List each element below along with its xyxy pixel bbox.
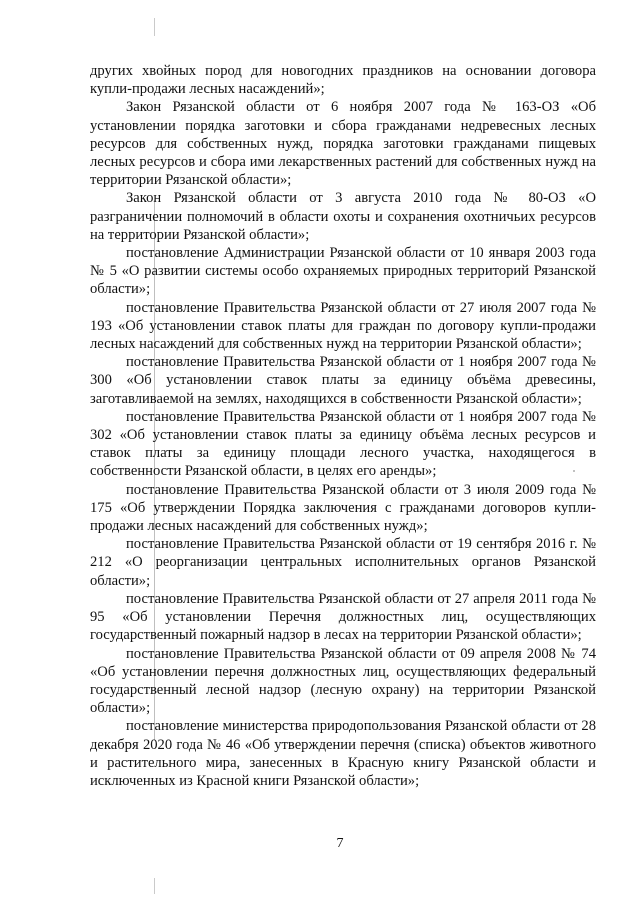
document-body [90,62,596,790]
paragraph: постановление Правительства Рязанской области от 1 ноября 2007 года № 300 «Об установлении ставок платы за единицу объёма древесины, заготавливаемой на землях, находящихся в собственности Рязанской области»; [90,354,596,407]
paragraph: постановление Правительства Рязанской области от 27 июля 2007 года № 193 «Об установлении ставок платы для граждан по договору купли-продажи лесных насаждений для собственных нужд на территории Рязанской области»; [90,299,596,353]
scan-artifact-top [154,18,155,36]
page-number: 7 [336,836,344,851]
paragraph: Закон Рязанской области от 6 ноября 2007 года № 163-ОЗ «Об установлении порядка заготовки и сбора гражданами недревесных лесных ресурсов для собственных нужд, порядка заготовки гражданами пищевых лесных ресурсов и сбора ими лекарственных растений для собственных нужд на территории Рязанской области»; [90,99,596,189]
paragraph: других хвойных пород для новогодних праздников на основании договора купли-продажи лесных насаждений»; [90,63,596,98]
paragraph: Закон Рязанской области от 3 августа 2010 года № 80-ОЗ «О разграничении полномочий в области охоты и сохранения охотничьих ресурсов на территории Рязанской области»; [90,190,596,243]
scan-artifact-bottom [154,878,155,894]
paragraph: постановление министерства природопользования Рязанской области от 28 декабря 2020 года № 46 «Об утверждении перечня (списка) объектов животного и растительного мира, занесенных в Красную книгу Рязанской области и исключенных из Красной книги Рязанской области»; [90,718,596,789]
paragraph: постановление Правительства Рязанской области от 1 ноября 2007 года № 302 «Об установлении ставок платы за единицу объёма лесных ресурсов и ставок платы за единицу площади лесного участка, находящегося в собственности Рязанской области, в целях его аренды»; [90,408,596,480]
paragraph: постановление Правительства Рязанской области от 27 апреля 2011 года № 95 «Об установлении Перечня должностных лиц, осуществляющих государственный пожарный надзор в лесах на территории Рязанской области»; [90,590,596,644]
paragraph: постановление Администрации Рязанской области от 10 января 2003 года № 5 «О развитии системы особо охраняемых природных территорий Рязанской области»; [90,245,596,298]
paragraph: постановление Правительства Рязанской области от 3 июля 2009 года № 175 «Об утверждении Порядка заключения с гражданами договоров купли-продажи лесных насаждений для собственных нужд»; [90,481,596,535]
paragraph: постановление Правительства Рязанской области от 19 сентября 2016 г. № 212 «О реорганизации центральных исполнительных органов Рязанской области»; [90,536,596,589]
paragraph: постановление Правительства Рязанской области от 09 апреля 2008 № 74 «Об установлении перечня должностных лиц, осуществляющих федеральный государственный лесной надзор (лесную охрану) на территории Рязанской области»; [90,645,596,717]
